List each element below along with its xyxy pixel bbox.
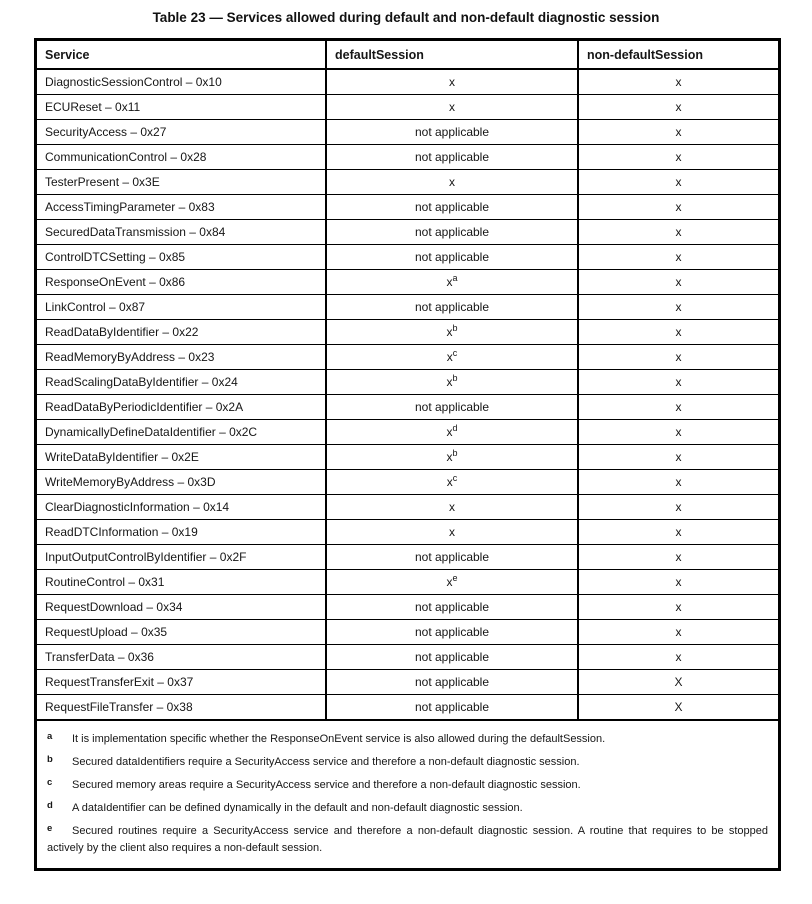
footnote-text: A dataIdentifier can be defined dynamically in the default and non-default diagnostic session. [72,802,523,814]
table-row [37,694,778,719]
non-default-session-value: x [578,144,778,169]
non-default-session-value: X [578,669,778,694]
header-default-session: defaultSession [326,41,578,69]
default-session-value: not applicable [326,144,578,169]
footnote-a [47,731,768,748]
table-row [37,469,778,494]
footnote-ref: e [452,572,458,583]
table-row [37,569,778,594]
non-default-session-value: x [578,419,778,444]
footnote-letter: d [47,800,53,811]
non-default-session-value: x [578,594,778,619]
non-default-session-value: x [578,194,778,219]
non-default-session-value: x [578,269,778,294]
services-table [37,41,778,719]
default-session-value: not applicable [326,119,578,144]
service-name: ClearDiagnosticInformation – 0x14 [37,494,326,519]
service-name: ReadDataByPeriodicIdentifier – 0x2A [37,394,326,419]
service-name: RequestFileTransfer – 0x38 [37,694,326,719]
default-session-value: x$^a$ [326,269,578,294]
service-name: ECUReset – 0x11 [37,94,326,119]
service-name: ResponseOnEvent – 0x86 [37,269,326,294]
table-row [37,319,778,344]
default-session-value: not applicable [326,669,578,694]
footnote-text: It is implementation specific whether the ResponseOnEvent service is also allowed during the defaultSession. [72,733,606,745]
service-name: TesterPresent – 0x3E [37,169,326,194]
service-name: ReadMemoryByAddress – 0x23 [37,344,326,369]
service-name: ControlDTCSetting – 0x85 [37,244,326,269]
default-session-value: not applicable [326,594,578,619]
service-name: RequestTransferExit – 0x37 [37,669,326,694]
default-session-value: not applicable [326,619,578,644]
non-default-session-value: x [578,294,778,319]
default-session-value: x [326,94,578,119]
default-session-value: x$^b$ [326,369,578,394]
table-row [37,94,778,119]
header-non-default-session: non-defaultSession [578,41,778,69]
table-row [37,419,778,444]
default-session-value: x$^b$ [326,319,578,344]
footnote-ref: c [452,472,458,483]
service-name: SecurityAccess – 0x27 [37,119,326,144]
table-row [37,219,778,244]
service-name: CommunicationControl – 0x28 [37,144,326,169]
table-row [37,369,778,394]
table-row [37,119,778,144]
default-session-value: not applicable [326,394,578,419]
table-row [37,69,778,94]
non-default-session-value: x [578,169,778,194]
non-default-session-value: x [578,444,778,469]
service-name: RequestDownload – 0x34 [37,594,326,619]
table-row [37,444,778,469]
table-row [37,669,778,694]
service-name: ReadScalingDataByIdentifier – 0x24 [37,369,326,394]
default-session-value: not applicable [326,694,578,719]
table-row [37,294,778,319]
footnotes-section [37,719,778,868]
service-name: RequestUpload – 0x35 [37,619,326,644]
default-session-value: not applicable [326,644,578,669]
non-default-session-value: x [578,344,778,369]
default-session-value: not applicable [326,294,578,319]
non-default-session-value: x [578,619,778,644]
service-name: LinkControl – 0x87 [37,294,326,319]
non-default-session-value: x [578,544,778,569]
footnote-ref: c [452,347,458,358]
default-session-value: x [326,69,578,94]
service-name: ReadDTCInformation – 0x19 [37,519,326,544]
non-default-session-value: x [578,394,778,419]
non-default-session-value: x [578,569,778,594]
table-caption: Table 23 — Services allowed during default and non-default diagnostic session [152,10,660,25]
non-default-session-value: x [578,644,778,669]
non-default-session-value: x [578,94,778,119]
footnote-ref: d [452,422,458,433]
table-row [37,194,778,219]
service-name: DiagnosticSessionControl – 0x10 [37,69,326,94]
default-session-value: x$^c$ [326,469,578,494]
header-row [37,41,778,69]
footnote-letter: b [47,754,53,765]
table-row [37,269,778,294]
table-row [37,619,778,644]
non-default-session-value: x [578,319,778,344]
table-row [37,344,778,369]
footnote-ref: b [452,447,458,458]
default-session-value: not applicable [326,194,578,219]
service-name: SecuredDataTransmission – 0x84 [37,219,326,244]
default-session-value: x$^d$ [326,419,578,444]
header-service: Service [37,41,326,69]
footnote-text: Secured routines require a SecurityAccess service and therefore a non-default diagnostic session. A routine that requires to be stopped actively by the client also requires a non-default session. [47,825,768,854]
footnote-ref: b [452,372,458,383]
table-row [37,544,778,569]
default-session-value: x$^b$ [326,444,578,469]
table-row [37,644,778,669]
default-session-value: x$^e$ [326,569,578,594]
footnote-letter: e [47,823,53,834]
non-default-session-value: x [578,244,778,269]
service-name: ReadDataByIdentifier – 0x22 [37,319,326,344]
non-default-session-value: X [578,694,778,719]
footnote-ref: a [452,272,458,283]
table-frame [34,38,781,871]
service-name: DynamicallyDefineDataIdentifier – 0x2C [37,419,326,444]
non-default-session-value: x [578,119,778,144]
non-default-session-value: x [578,469,778,494]
default-session-value: not applicable [326,544,578,569]
non-default-session-value: x [578,219,778,244]
footnote-e [47,823,768,856]
service-name: TransferData – 0x36 [37,644,326,669]
footnote-text: Secured dataIdentifiers require a SecurityAccess service and therefore a non-default diagnostic session. [72,756,580,768]
footnote-c [47,777,768,794]
service-name: InputOutputControlByIdentifier – 0x2F [37,544,326,569]
default-session-value: not applicable [326,219,578,244]
service-name: WriteMemoryByAddress – 0x3D [37,469,326,494]
table-row [37,494,778,519]
non-default-session-value: x [578,519,778,544]
table-row [37,169,778,194]
table-row [37,244,778,269]
service-name: RoutineControl – 0x31 [37,569,326,594]
footnote-d [47,800,768,817]
non-default-session-value: x [578,494,778,519]
footnote-text: Secured memory areas require a SecurityAccess service and therefore a non-default diagnostic session. [72,779,581,791]
non-default-session-value: x [578,369,778,394]
footnote-b [47,754,768,771]
default-session-value: not applicable [326,244,578,269]
footnote-letter: a [47,731,53,742]
service-name: AccessTimingParameter – 0x83 [37,194,326,219]
footnote-ref: b [452,322,458,333]
non-default-session-value: x [578,69,778,94]
default-session-value: x [326,519,578,544]
footnote-letter: c [47,777,53,788]
table-row [37,519,778,544]
default-session-value: x$^c$ [326,344,578,369]
table-body [37,69,778,719]
table-row [37,394,778,419]
table-row [37,594,778,619]
table-row [37,144,778,169]
service-name: WriteDataByIdentifier – 0x2E [37,444,326,469]
default-session-value: x [326,169,578,194]
default-session-value: x [326,494,578,519]
